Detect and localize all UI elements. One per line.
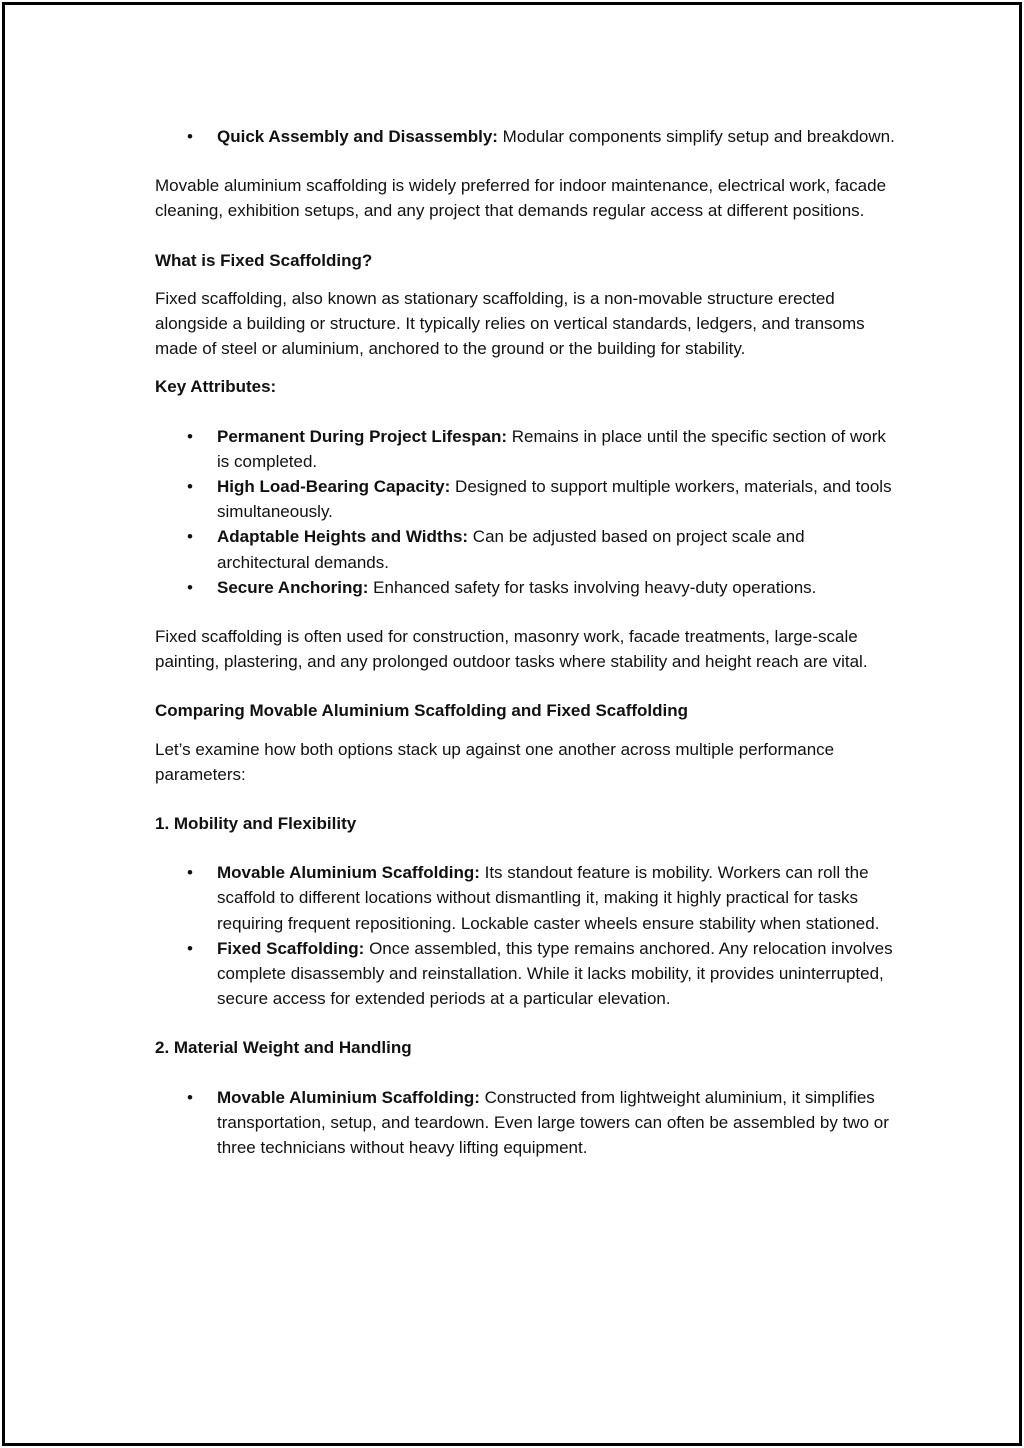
fixed-definition-paragraph: Fixed scaffolding, also known as stationary scaffolding, is a non-movable structure erected alongside a building or structure. It typically relies on vertical standards, ledgers, and transoms made of steel or aluminium, anchored to the ground or the building for stability. xyxy=(155,288,865,359)
list-item xyxy=(217,860,895,936)
comparing-heading: Comparing Movable Aluminium Scaffolding and Fixed Scaffolding xyxy=(155,701,689,721)
bullet-text: Enhanced safety for tasks involving heavy-duty operations. xyxy=(368,577,817,597)
bullet-text: Modular components simplify setup and breakdown. xyxy=(497,127,895,146)
key-attributes-list xyxy=(155,424,895,600)
list-item xyxy=(217,474,895,524)
bullet-term: Movable Aluminium Scaffolding: xyxy=(217,863,480,883)
fixed-scaffolding-heading: What is Fixed Scaffolding? xyxy=(155,250,373,270)
list-item xyxy=(217,524,895,574)
bullet-term: Movable Aluminium Scaffolding: xyxy=(217,1087,480,1107)
bullet-term: High Load-Bearing Capacity: xyxy=(217,477,451,497)
list-item xyxy=(217,575,895,600)
bullet-text: Constructed from lightweight aluminium, it simplifies transportation, setup, and teardown. Even large towers can often be assembled by two or three technicians without heavy lifting equipment. xyxy=(217,1087,889,1158)
bullet-text: Designed to support multiple workers, materials, and tools simultaneously. xyxy=(217,477,892,522)
bullet-term: Adaptable Heights and Widths: xyxy=(217,527,469,547)
bullet-term: Permanent During Project Lifespan: xyxy=(217,426,507,446)
section2-heading: 2. Material Weight and Handling xyxy=(155,1038,412,1058)
comparing-intro-paragraph: Let’s examine how both options stack up against one another across multiple performance parameters: xyxy=(155,739,835,784)
document-body xyxy=(155,124,895,1160)
bullet-text: Can be adjusted based on project scale and architectural demands. xyxy=(217,527,805,572)
fixed-usage-paragraph: Fixed scaffolding is often used for construction, masonry work, facade treatments, large-scale painting, plastering, and any prolonged outdoor tasks where stability and height reach are vital. xyxy=(155,627,868,672)
list-item xyxy=(217,936,895,1012)
list-item xyxy=(217,1085,895,1161)
bullet-text: Its standout feature is mobility. Workers can roll the scaffold to different locations without dismantling it, making it highly practical for tasks requiring frequent repositioning. Lockable caster wheels ensure stability when stationed. xyxy=(217,863,880,933)
movable-usage-paragraph: Movable aluminium scaffolding is widely preferred for indoor maintenance, electrical work, facade cleaning, exhibition setups, and any project that demands regular access at different positions. xyxy=(155,176,887,221)
section1-heading: 1. Mobility and Flexibility xyxy=(155,814,357,834)
bullet-term: Fixed Scaffolding: xyxy=(217,938,365,958)
section2-list xyxy=(155,1085,895,1161)
bullet-text: Remains in place until the specific section of work is completed. xyxy=(217,426,886,471)
section1-list xyxy=(155,860,895,1011)
bullet-term: Quick Assembly and Disassembly: xyxy=(217,127,498,146)
bullet-term: Secure Anchoring: xyxy=(217,577,369,597)
list-item xyxy=(217,424,895,474)
key-attributes-heading: Key Attributes: xyxy=(155,377,277,397)
intro-bullet-list xyxy=(155,124,895,149)
list-item xyxy=(217,124,895,149)
bullet-text: Once assembled, this type remains anchored. Any relocation involves complete disassembly and reinstallation. While it lacks mobility, it provides uninterrupted, secure access for extended periods at a particular elevation. xyxy=(217,938,893,1009)
